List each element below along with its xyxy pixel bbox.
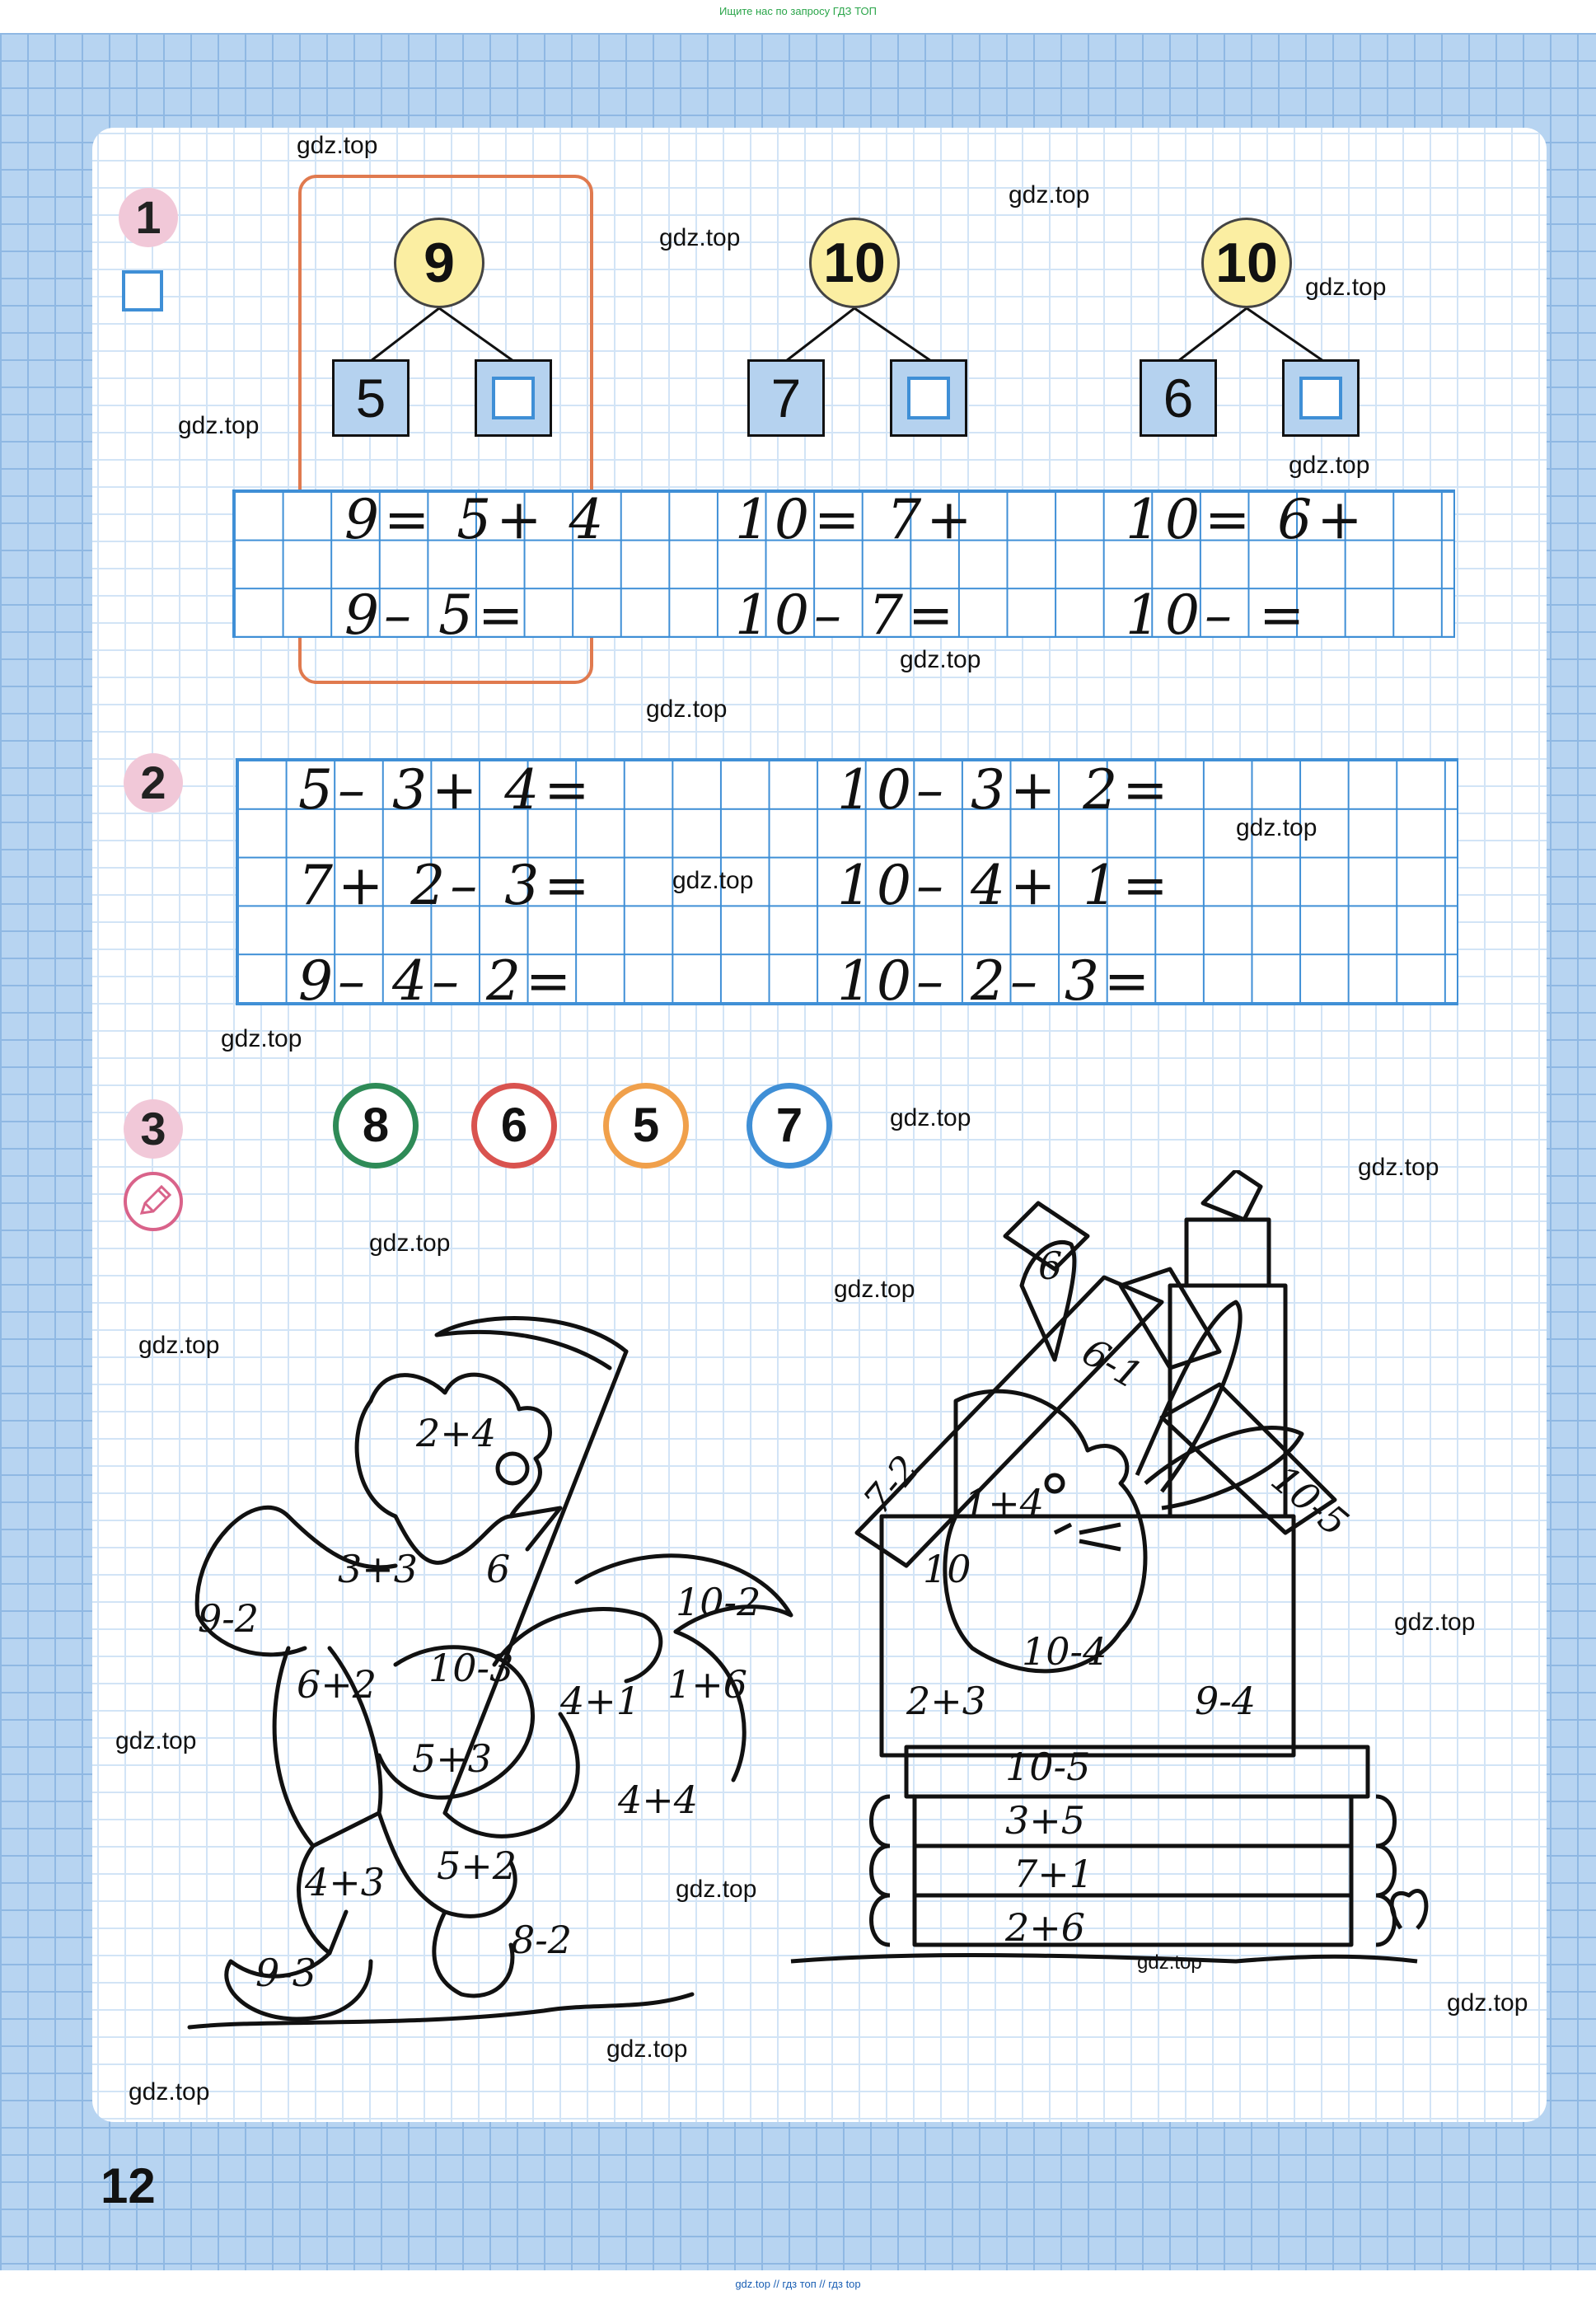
rooster-expression: 3+3 <box>338 1547 419 1591</box>
house-expression: 10 <box>923 1547 971 1591</box>
task-2-number: 2 <box>124 753 183 813</box>
house-expression: 6-1 <box>1074 1328 1150 1398</box>
watermark: gdz.top <box>900 646 981 673</box>
watermark: gdz.top <box>369 1230 451 1257</box>
watermark: gdz.top <box>297 132 378 159</box>
task-1-row-2-eq-1: 9– 5= <box>344 583 529 647</box>
task-1-row-1-eq-1: 9= 5+ 4 <box>344 488 609 551</box>
pencil-icon <box>124 1172 183 1231</box>
task-2-right-eq-2: 10– 4+ 1= <box>837 854 1173 917</box>
task-1-row-2-eq-3: 10– = <box>1126 583 1310 647</box>
rooster-expression: 2+4 <box>416 1411 497 1455</box>
watermark: gdz.top <box>178 412 260 439</box>
task-1-row-2-eq-2: 10– 7= <box>735 583 959 647</box>
tree-2-top-circle: 10 <box>809 218 900 308</box>
page-number: 12 <box>101 2158 156 2213</box>
tree-2-left-box: 7 <box>747 359 825 437</box>
rooster-expression: 4+4 <box>618 1778 699 1822</box>
watermark: gdz.top <box>1009 181 1090 208</box>
rooster-expression: 6 <box>486 1547 511 1591</box>
task-2-left-eq-1: 5– 3+ 4= <box>298 758 595 822</box>
watermark: gdz.top <box>1305 274 1387 301</box>
rooster-expression: 10-2 <box>676 1580 761 1624</box>
answer-square[interactable] <box>907 377 950 419</box>
watermark: gdz.top <box>115 1727 197 1754</box>
answer-square[interactable] <box>1299 377 1342 419</box>
tree-3-left-box: 6 <box>1140 359 1217 437</box>
house-expression: 10-5 <box>1005 1745 1091 1789</box>
tree-3-top-circle: 10 <box>1201 218 1292 308</box>
watermark: gdz.top <box>1394 1609 1476 1636</box>
watermark: gdz.top <box>138 1332 220 1359</box>
rooster-expression: 5+2 <box>437 1843 517 1888</box>
rooster-picture[interactable] <box>165 1302 873 2060</box>
tree-1-left-box: 5 <box>332 359 410 437</box>
tree-2-right-box[interactable] <box>890 359 967 437</box>
color-key-7: 7 <box>747 1083 832 1169</box>
watermark: gdz.top <box>1447 1989 1528 2017</box>
task-3-number: 3 <box>124 1099 183 1159</box>
rooster-expression: 10-3 <box>428 1646 514 1690</box>
rooster-expression: 9-3 <box>255 1951 317 1995</box>
task-1-row-1-eq-3: 10= 6+ <box>1126 488 1368 551</box>
watermark: gdz.top <box>606 2035 688 2063</box>
rooster-expression: 6+2 <box>297 1662 377 1707</box>
tree-3-right-box[interactable] <box>1282 359 1360 437</box>
tree-1-top-circle: 9 <box>394 218 484 308</box>
house-expression: 10-4 <box>1022 1629 1107 1674</box>
header-note: Ищите нас по запросу ГДЗ ТОП <box>719 5 877 17</box>
house-expression: 3+5 <box>1005 1798 1086 1843</box>
task-2-left-eq-2: 7+ 2– 3= <box>298 854 595 917</box>
footer-note: gdz.top // гдз топ // гдз top <box>735 2278 861 2290</box>
task-2-right-eq-1: 10– 3+ 2= <box>837 758 1173 822</box>
watermark: gdz.top <box>672 867 754 894</box>
rooster-expression: 8-2 <box>511 1918 573 1962</box>
watermark: gdz.top <box>221 1025 302 1052</box>
task-1-number: 1 <box>119 188 178 247</box>
color-key-8: 8 <box>333 1083 419 1169</box>
watermark: gdz.top <box>659 224 741 251</box>
tree-1-right-box[interactable] <box>475 359 552 437</box>
rooster-expression: 1+6 <box>667 1662 748 1707</box>
house-expression: 2+3 <box>906 1679 987 1723</box>
task-2-right-eq-3: 10– 2– 3= <box>837 949 1155 1013</box>
watermark: gdz.top <box>1236 814 1318 841</box>
watermark: gdz.top <box>646 696 728 723</box>
task-2-left-eq-3: 9– 4– 2= <box>298 949 577 1013</box>
rooster-expression: 4+3 <box>305 1860 386 1904</box>
house-expression: 6 <box>1038 1244 1063 1288</box>
watermark: gdz.top <box>1358 1154 1439 1181</box>
house-expression: 7+1 <box>1013 1852 1094 1896</box>
house-expression: 1+4 <box>964 1481 1045 1525</box>
color-key-6: 6 <box>471 1083 557 1169</box>
color-key-5: 5 <box>603 1083 689 1169</box>
task-1-row-1-eq-2: 10= 7+ <box>735 488 977 551</box>
watermark: gdz.top <box>129 2078 210 2106</box>
watermark: gdz.top <box>834 1276 915 1303</box>
house-expression: 2+6 <box>1005 1905 1086 1950</box>
watermark: gdz.top <box>1289 452 1370 479</box>
watermark: gdz.top <box>890 1104 971 1131</box>
answer-square[interactable] <box>492 377 535 419</box>
house-expression: 7-2 <box>854 1446 929 1523</box>
house-expression: 10-5 <box>1262 1456 1357 1545</box>
rooster-expression: 9-2 <box>198 1596 260 1641</box>
house-expression: 9-4 <box>1195 1679 1257 1723</box>
rooster-expression: 4+1 <box>560 1679 641 1723</box>
watermark: gdz.top <box>676 1876 757 1903</box>
rooster-expression: 5+3 <box>412 1736 493 1781</box>
watermark: gdz.top <box>1137 1951 1202 1974</box>
